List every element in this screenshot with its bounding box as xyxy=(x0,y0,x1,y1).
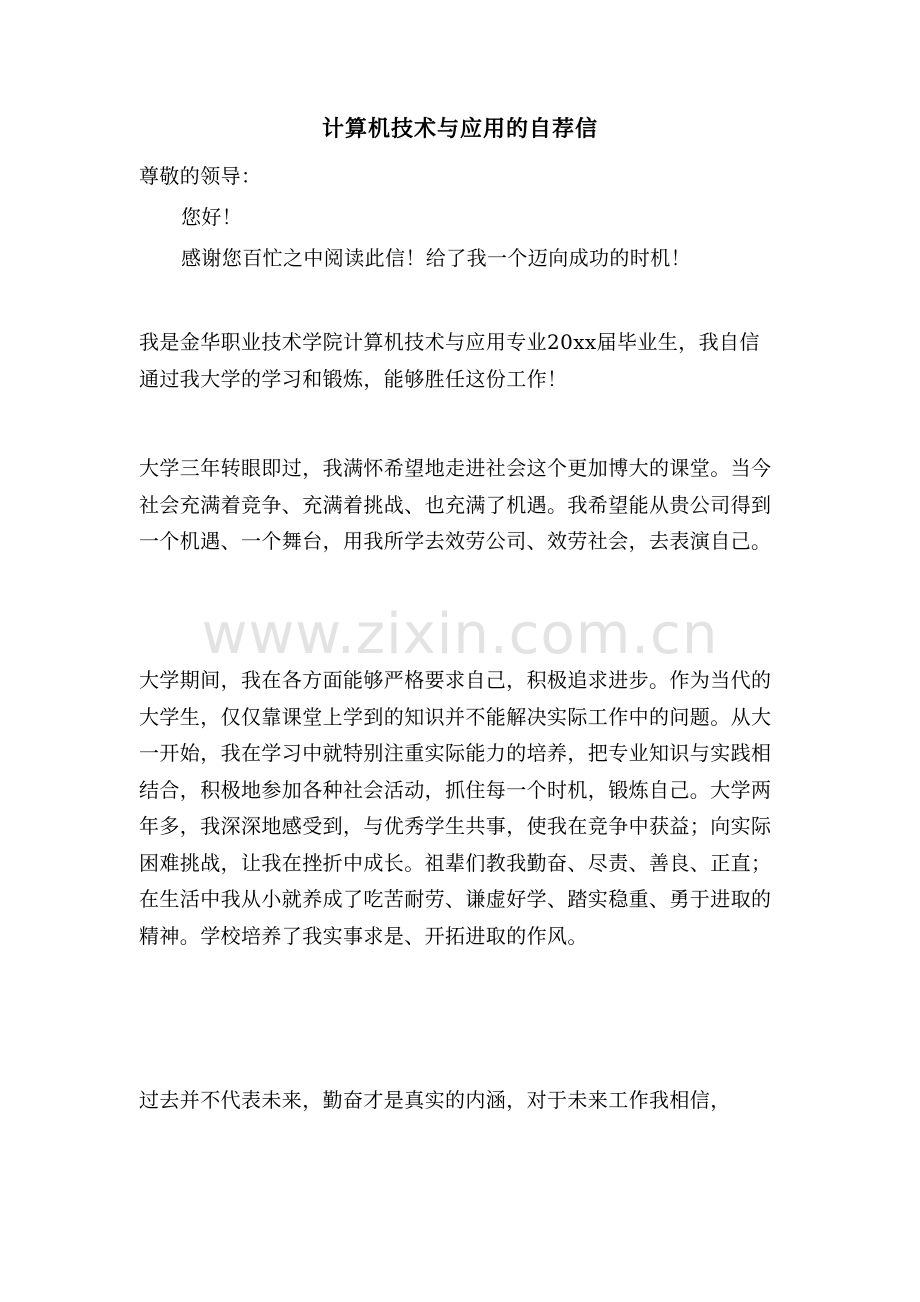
paragraph-university-experience: 大学期间，我在各方面能够严格要求自己，积极追求进步。作为当代的大学生，仅仅靠课堂上学到的知识并不能解决实际工作中的问题。从大一开始，我在学习中就特别注重实际能力的培养，把专业知识与实践相结合，积极地参加各种社会活动，抓住每一个时机，锻炼自己。大学两年多，我深深地感受到，与优秀学生共事，使我在竞争中获益；向实际困难挑战，让我在挫折中成长。祖辈们教我勤奋、尽责、善良、正直；在生活中我从小就养成了吃苦耐劳、谦虚好学、踏实稳重、勇于进取的精神。学校培养了我实事求是、开拓进取的作风。 xyxy=(139,668,772,948)
paragraph-aspiration: 大学三年转眼即过，我满怀希望地走进社会这个更加博大的课堂。当今社会充满着竞争、充满着挑战、也充满了机遇。我希望能从贵公司得到一个机遇、一个舞台，用我所学去效劳公司、效劳社会，去表演自己。 xyxy=(139,456,772,553)
watermark: www.zixin.com.cn xyxy=(201,602,719,667)
paragraph-introduction: 我是金华职业技术学院计算机技术与应用专业20xx届毕业生，我自信通过我大学的学习和锻炼，能够胜任这份工作！ xyxy=(139,330,760,391)
greeting: 您好！ xyxy=(181,205,243,229)
thanks-line: 感谢您百忙之中阅读此信！给了我一个迈向成功的时机！ xyxy=(181,246,691,270)
paragraph-future: 过去并不代表未来，勤奋才是真实的内涵，对于未来工作我相信， xyxy=(139,1088,731,1112)
document-title: 计算机技术与应用的自荐信 xyxy=(321,116,598,142)
salutation: 尊敬的领导： xyxy=(139,164,262,188)
